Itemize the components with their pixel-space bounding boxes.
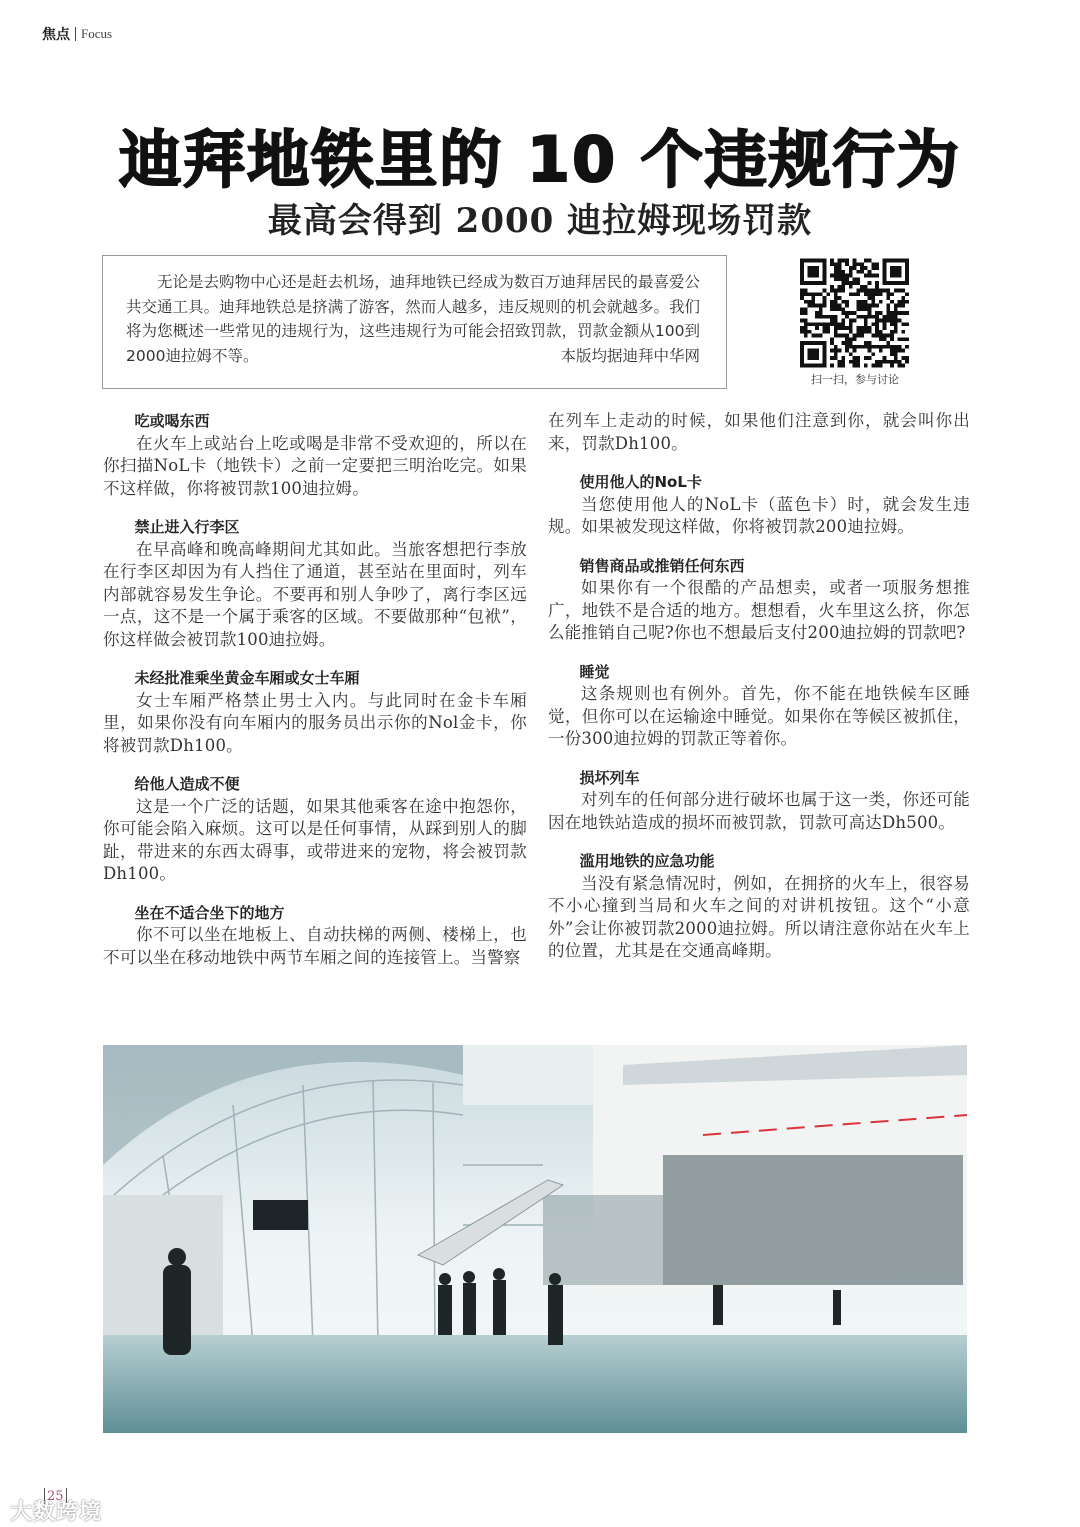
page-subtitle: 最高会得到 2000 迪拉姆现场罚款 — [267, 201, 813, 241]
section-heading: 滥用地铁的应急功能 — [579, 852, 715, 870]
section-header — [42, 24, 112, 44]
page-title: 迪拜地铁里的 10 个违规行为 — [119, 123, 961, 196]
section-body: 女士车厢严格禁止男士入内。与此同时在金卡车厢里，如果你没有向车厢内的服务员出示你的Nol金卡，你将被罚款Dh100。 — [103, 690, 527, 755]
section-body: 当您使用他人的NoL卡（蓝色卡）时，就会发生违规。如果被发现这样做，你将被罚款200迪拉姆。 — [548, 494, 970, 536]
watermark-logo: 大数跨境 — [10, 1500, 103, 1525]
section-heading: 禁止进入行李区 — [134, 518, 240, 536]
section-heading: 未经批准乘坐黄金车厢或女士车厢 — [134, 669, 360, 687]
article-column-left — [103, 410, 527, 985]
section-label: 焦点 — [42, 27, 70, 43]
section-body: 如果你有一个很酷的产品想卖，或者一项服务想推广，地铁不是合适的地方。想想看，火车里这么挤，你怎么能推销自己呢?你也不想最后支付200迪拉姆的罚款吧? — [548, 578, 970, 642]
intro-box — [102, 255, 727, 389]
section-body: 当没有紧急情况时，例如，在拥挤的火车上，很容易不小心撞到当局和火车之间的对讲机按钮。这个“小意外”会让你被罚款2000迪拉姆。所以请注意你站在火车上的位置，尤其是在交通高峰期。 — [548, 873, 970, 960]
section-label-en: Focus — [81, 26, 113, 41]
section-heading: 销售商品或推销任何东西 — [579, 556, 745, 575]
section-heading: 吃或喝东西 — [134, 412, 210, 430]
section-heading: 给他人造成不便 — [134, 775, 240, 793]
intro-text: 无论是去购物中心还是赶去机场，迪拜地铁已经成为数百万迪拜居民的最喜爱公共交通工具。迪拜地铁总是挤满了游客，然而人越多，违反规则的机会就越多。我们将为您概述一些常见的违规行为，这些违规行为可能会招致罚款，罚款金额从100到2000迪拉姆不等。 — [126, 273, 700, 365]
section-heading: 损坏列车 — [579, 768, 640, 787]
section-body-continued: 在列车上走动的时候，如果他们注意到你，就会叫你出来，罚款Dh100。 — [548, 411, 970, 453]
section-heading: 坐在不适合坐下的地方 — [134, 903, 285, 922]
section-body: 在火车上或站台上吃或喝是非常不受欢迎的，所以在你扫描NoL卡（地铁卡）之前一定要把三明治吃完。如果不这样做，你将被罚款100迪拉姆。 — [103, 433, 527, 498]
section-heading: 睡觉 — [579, 662, 610, 681]
section-body: 这条规则也有例外。首先，你不能在地铁候车区睡觉，但你可以在运输途中睡觉。如果你在等候区被抓住，一份300迪拉姆的罚款正等着你。 — [548, 684, 970, 748]
section-heading: 使用他人的NoL卡 — [579, 473, 702, 491]
article-column-right — [548, 410, 970, 979]
metro-station-photo — [103, 1045, 967, 1433]
intro-source: 本版均据迪拜中华网 — [560, 346, 700, 365]
section-body: 对列车的任何部分进行破坏也属于这一类，你还可能因在地铁站造成的损坏而被罚款，罚款可高达Dh500。 — [548, 790, 970, 832]
section-body: 你不可以坐在地板上、自动扶梯的两侧、楼梯上，也不可以坐在移动地铁中两节车厢之间的连接管上。当警察 — [103, 925, 527, 967]
section-body: 这是一个广泛的话题，如果其他乘客在途中抱怨你，你可能会陷入麻烦。这可以是任何事情，从踩到别人的脚趾，带进来的东西太碍事，或带进来的宠物，将会被罚款Dh100。 — [103, 796, 527, 883]
qr-caption: 扫一扫，参与讨论 — [811, 373, 899, 386]
section-body: 在早高峰和晚高峰期间尤其如此。当旅客想把行李放在行李区却因为有人挡住了通道，甚至站在里面时，列车内部就容易发生争论。不要再和别人争吵了，离行李区远一点，这不是一个属于乘客的区域。不要做那种“包袱”，你这样做会被罚款100迪拉姆。 — [103, 539, 527, 649]
qr-code-icon[interactable] — [800, 258, 909, 368]
page-number-text: 25 — [47, 1488, 64, 1504]
divider — [75, 27, 76, 41]
